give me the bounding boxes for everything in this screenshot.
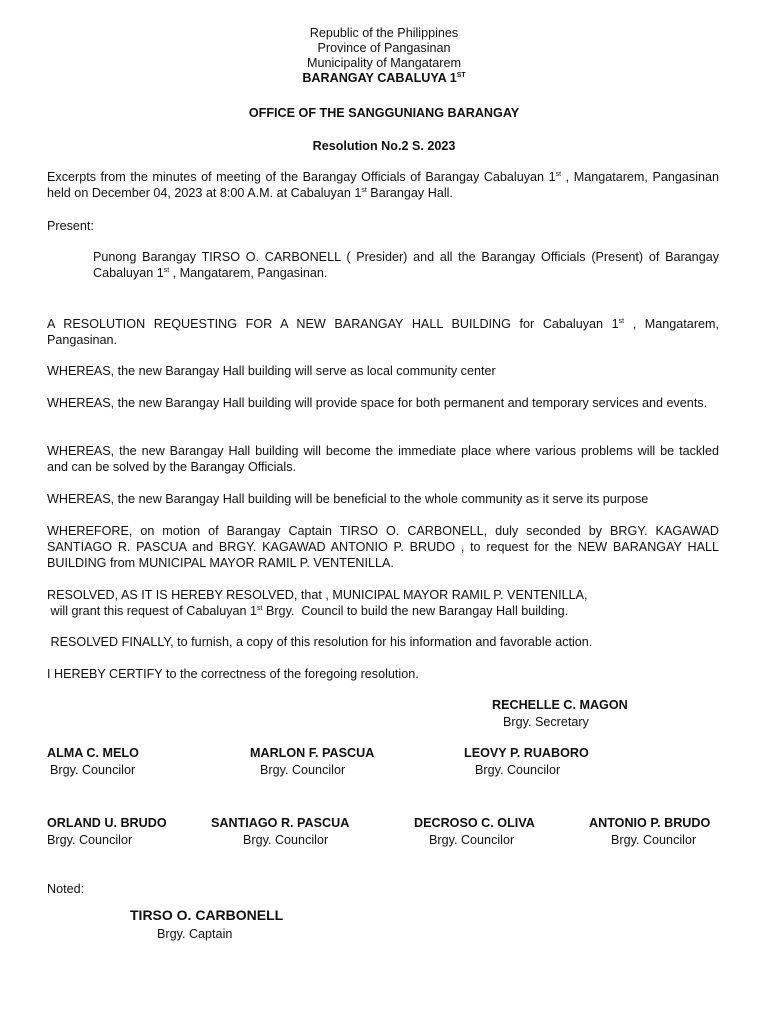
header-barangay: BARANGAY CABALUYA 1ST (302, 71, 466, 85)
noted-label: Noted: (47, 882, 85, 896)
resolution-title-paragraph: A RESOLUTION REQUESTING FOR A NEW BARANGAY HALL BUILDING for Cabaluyan 1st , Mangatarem, Pangasinan. (47, 317, 720, 347)
captain-signature (130, 907, 283, 942)
captain-name: TIRSO O. CARBONELL (130, 907, 284, 923)
councilor-signature: ORLAND U. BRUDO Brgy. Councilor (47, 816, 167, 847)
whereas-1: WHEREAS, the new Barangay Hall building will serve as local community center (47, 364, 496, 378)
certify-paragraph: I HEREBY CERTIFY to the correctness of the foregoing resolution. (47, 667, 419, 681)
header-republic: Republic of the Philippines (309, 26, 459, 40)
secretary-role: Brgy. Secretary (503, 715, 589, 729)
office-title: OFFICE OF THE SANGGUNIANG BARANGAY (248, 106, 520, 120)
councilor-signature: ALMA C. MELO Brgy. Councilor (47, 746, 139, 777)
whereas-2: WHEREAS, the new Barangay Hall building will provide space for both permanent and temporary services and events. (47, 396, 708, 410)
resolved-finally-paragraph: RESOLVED FINALLY, to furnish, a copy of this resolution for his information and favorable action. (47, 635, 593, 649)
councilor-signature: ANTONIO P. BRUDO Brgy. Councilor (589, 816, 711, 847)
present-label: Present: (47, 219, 94, 233)
resolved-paragraph: RESOLVED, AS IT IS HEREBY RESOLVED, that , MUNICIPAL MAYOR RAMIL P. VENTENILLA, will grant this request of Cabaluyan 1st Brgy. Council to build the new Barangay Hall building. (47, 588, 588, 618)
councilor-signature: SANTIAGO R. PASCUA Brgy. Councilor (211, 816, 350, 847)
councilor-signature: LEOVY P. RUABORO Brgy. Councilor (464, 746, 589, 777)
councilor-signature: DECROSO C. OLIVA Brgy. Councilor (414, 816, 535, 847)
councilor-signature: MARLON F. PASCUA Brgy. Councilor (250, 746, 375, 777)
excerpt-paragraph: Excerpts from the minutes of meeting of the Barangay Officials of Barangay Cabaluyan 1st , Mangatarem, Pangasinan held on December 04, 2023 at 8:00 A.M. at Cabaluyan 1st Barangay Hall. (47, 170, 720, 200)
secretary-signature (492, 697, 628, 730)
whereas-3: WHEREAS, the new Barangay Hall building will become the immediate place where various problems will be tackled and can be solved by the Barangay Officials. (47, 444, 719, 474)
header-municipality: Municipality of Mangatarem (307, 56, 461, 70)
captain-role: Brgy. Captain (157, 927, 233, 941)
secretary-name: RECHELLE C. MAGON (492, 698, 628, 712)
resolution-number: Resolution No.2 S. 2023 (312, 139, 456, 153)
document-header (0, 26, 768, 86)
wherefore-paragraph: WHEREFORE, on motion of Barangay Captain TIRSO O. CARBONELL, duly seconded by BRGY. KAGAWAD SANTIAGO R. PASCUA and BRGY. KAGAWAD ANTONIO P. BRUDO , to request for the NEW BARANGAY HALL BUILDING from MUNICIPAL MAYOR RAMIL P. VENTENILLA. (47, 524, 719, 570)
header-province: Province of Pangasinan (317, 41, 451, 55)
whereas-4: WHEREAS, the new Barangay Hall building will be beneficial to the whole community as it serve its purpose (47, 492, 649, 506)
present-paragraph: Punong Barangay TIRSO O. CARBONELL ( Presider) and all the Barangay Officials (Present) of Barangay Cabaluyan 1st , Mangatarem, Pangasinan. (93, 250, 719, 280)
